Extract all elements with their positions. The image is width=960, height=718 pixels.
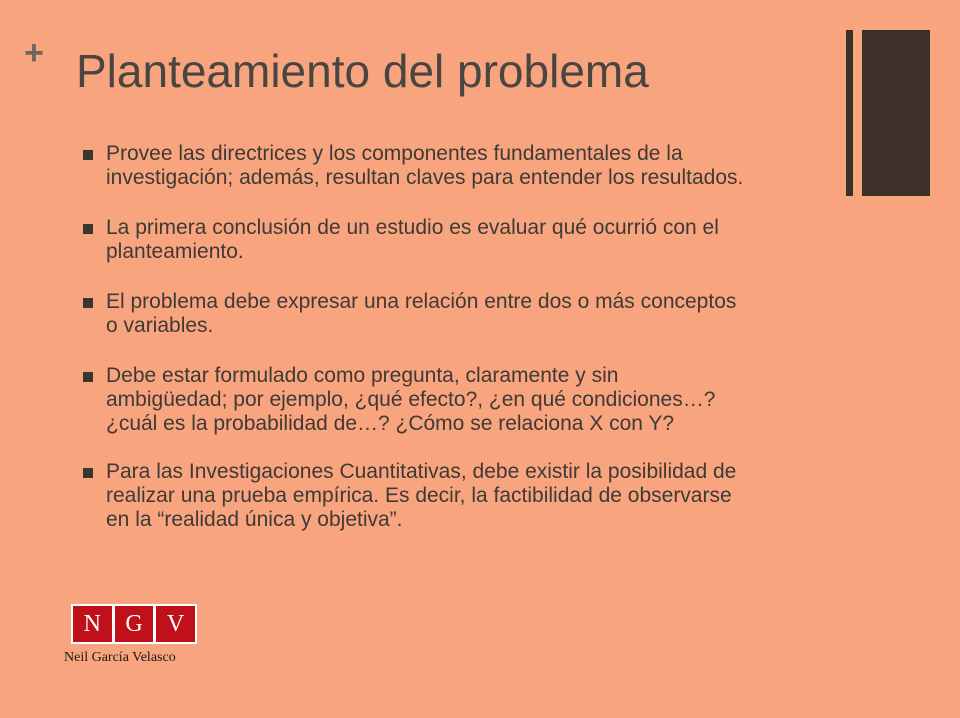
plus-icon: + (24, 34, 44, 72)
square-bullet-icon (83, 298, 93, 308)
square-bullet-icon (83, 372, 93, 382)
ngv-logo (71, 604, 197, 644)
bullet-line: o variables. (106, 314, 214, 337)
bullet-line: en la “realidad única y objetiva”. (106, 508, 403, 531)
bullet-line: ¿cuál es la probabilidad de…? ¿Cómo se relaciona X con Y? (106, 412, 675, 435)
bullet-line: La primera conclusión de un estudio es evaluar qué ocurrió con el (106, 216, 719, 239)
square-bullet-icon (83, 150, 93, 160)
bullet-line: investigación; además, resultan claves para entender los resultados. (106, 166, 744, 189)
list-item (80, 460, 880, 532)
bullet-line: realizar una prueba empírica. Es decir, la factibilidad de observarse (106, 484, 732, 507)
logo-letter: V (156, 606, 195, 642)
list-item (80, 290, 880, 338)
bullet-line: Debe estar formulado como pregunta, claramente y sin (106, 364, 619, 387)
square-bullet-icon (83, 468, 93, 478)
list-item (80, 216, 880, 264)
bullet-line: ambigüedad; por ejemplo, ¿qué efecto?, ¿en qué condiciones…? (106, 388, 716, 411)
bullet-line: planteamiento. (106, 240, 244, 263)
logo-letter: G (115, 606, 154, 642)
slide-title: Planteamiento del problema (76, 45, 649, 97)
bullet-line: El problema debe expresar una relación entre dos o más conceptos (106, 290, 737, 313)
list-item (80, 364, 880, 436)
author-caption: Neil García Velasco (64, 650, 176, 665)
square-bullet-icon (83, 224, 93, 234)
list-item (80, 142, 880, 190)
bullet-line: Para las Investigaciones Cuantitativas, debe existir la posibilidad de (106, 460, 737, 483)
bullet-list (80, 142, 880, 558)
logo-letter: N (73, 606, 112, 642)
bullet-line: Provee las directrices y los componentes fundamentales de la (106, 142, 683, 165)
